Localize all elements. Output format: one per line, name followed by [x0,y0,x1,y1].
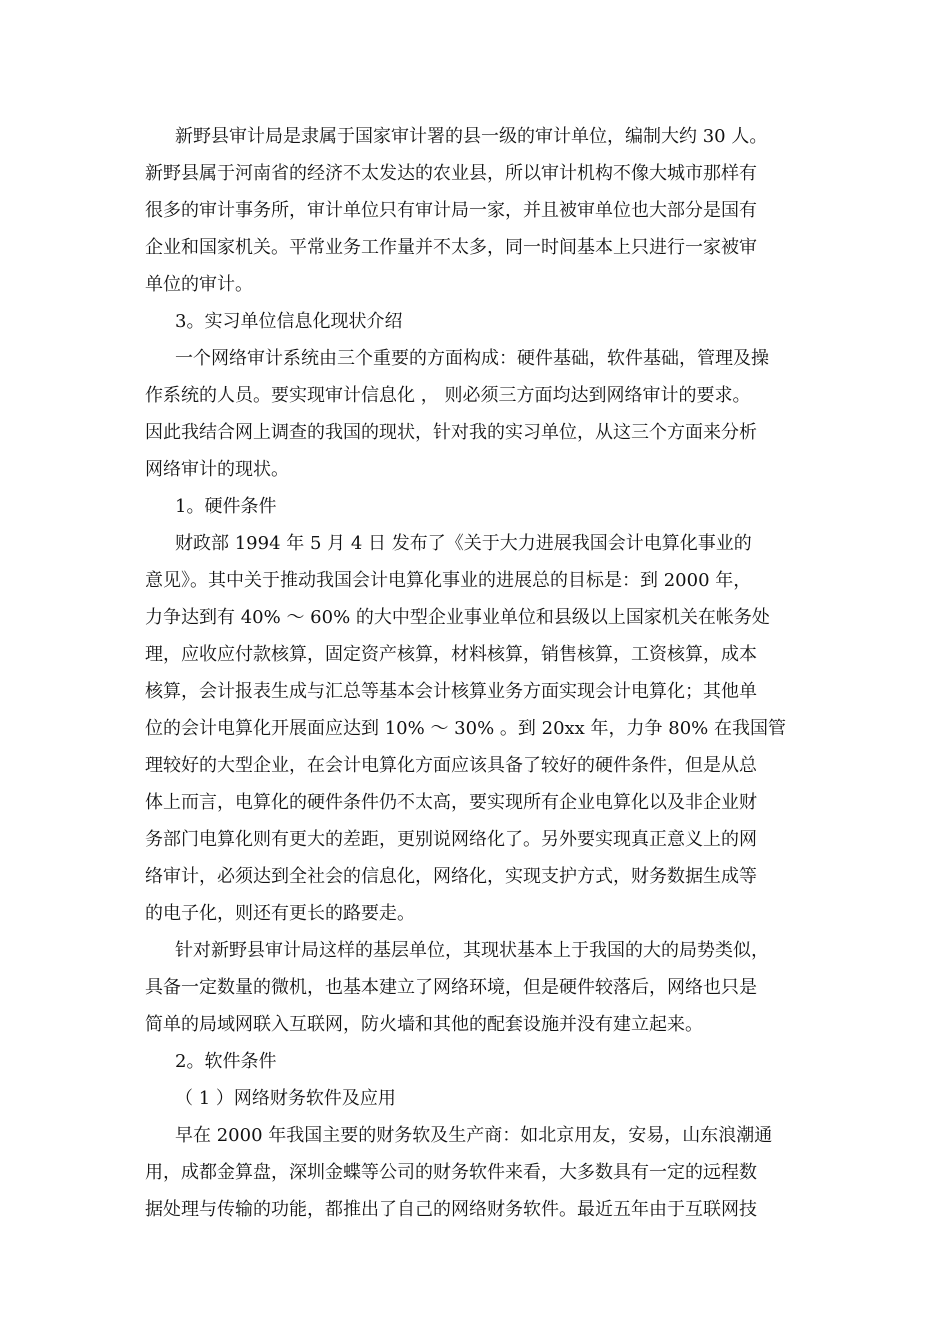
paragraph-line: 新野县属于河南省的经济不太发达的农业县，所以审计机构不像大城市那样有 [145,163,757,184]
document-body [145,118,810,1228]
paragraph-line: 位的会计电算化开展面应达到 10% ～ 30% 。到 20xx 年，力争 80% 在我国管 [145,718,787,739]
paragraph-line: 理较好的大型企业，在会计电算化方面应该具备了较好的硬件条件，但是从总 [145,755,757,776]
section-heading: 2。软件条件 [175,1051,277,1072]
paragraph-line: 理，应收应付款核算，固定资产核算，材料核算，销售核算，工资核算，成本 [145,644,757,665]
paragraph-line: 新野县审计局是隶属于国家审计署的县一级的审计单位，编制大约 30 人。 [175,126,768,147]
paragraph-line: 意见》。其中关于推动我国会计电算化事业的进展总的目标是：到 2000 年， [145,570,752,591]
paragraph-line: 力争达到有 40% ～ 60% 的大中型企业事业单位和县级以上国家机关在帐务处 [145,607,770,628]
paragraph-line: 一个网络审计系统由三个重要的方面构成：硬件基础，软件基础，管理及操 [175,348,769,369]
paragraph-line: 用，成都金算盘，深圳金蝶等公司的财务软件来看，大多数具有一定的远程数 [145,1162,757,1183]
paragraph-line: 体上而言，电算化的硬件条件仍不太高，要实现所有企业电算化以及非企业财 [145,792,757,813]
paragraph-line: 单位的审计。 [145,274,253,295]
paragraph-line: 的电子化，则还有更长的路要走。 [145,903,415,924]
paragraph-line: 作系统的人员。要实现审计信息化 ， 则必须三方面均达到网络审计的要求。 [145,385,751,406]
paragraph-line: 具备一定数量的微机，也基本建立了网络环境，但是硬件较落后，网络也只是 [145,977,757,998]
paragraph-line: 核算，会计报表生成与汇总等基本会计核算业务方面实现会计电算化；其他单 [145,681,757,702]
subsection-heading: （ 1 ）网络财务软件及应用 [175,1088,396,1109]
section-heading: 1。硬件条件 [175,496,277,517]
paragraph-line: 财政部 1994 年 5 月 4 日 发布了《关于大力进展我国会计电算化事业的 [175,533,752,554]
paragraph-line: 很多的审计事务所，审计单位只有审计局一家，并且被审单位也大部分是国有 [145,200,757,221]
paragraph-line: 据处理与传输的功能，都推出了自己的网络财务软件。最近五年由于互联网技 [145,1199,757,1220]
paragraph-line: 简单的局域网联入互联网，防火墙和其他的配套设施并没有建立起来。 [145,1014,703,1035]
paragraph-line: 务部门电算化则有更大的差距，更别说网络化了。另外要实现真正意义上的网 [145,829,757,850]
paragraph-line: 络审计，必须达到全社会的信息化，网络化，实现支护方式，财务数据生成等 [145,866,757,887]
section-heading: 3。实习单位信息化现状介绍 [175,311,403,332]
paragraph-line: 企业和国家机关。平常业务工作量并不太多，同一时间基本上只进行一家被审 [145,237,757,258]
paragraph-line: 网络审计的现状。 [145,459,289,480]
paragraph-line: 早在 2000 年我国主要的财务软及生产商：如北京用友，安易，山东浪潮通 [175,1125,773,1146]
paragraph-line: 因此我结合网上调查的我国的现状，针对我的实习单位，从这三个方面来分析 [145,422,757,443]
paragraph-line: 针对新野县审计局这样的基层单位，其现状基本上于我国的大的局势类似， [175,940,769,961]
